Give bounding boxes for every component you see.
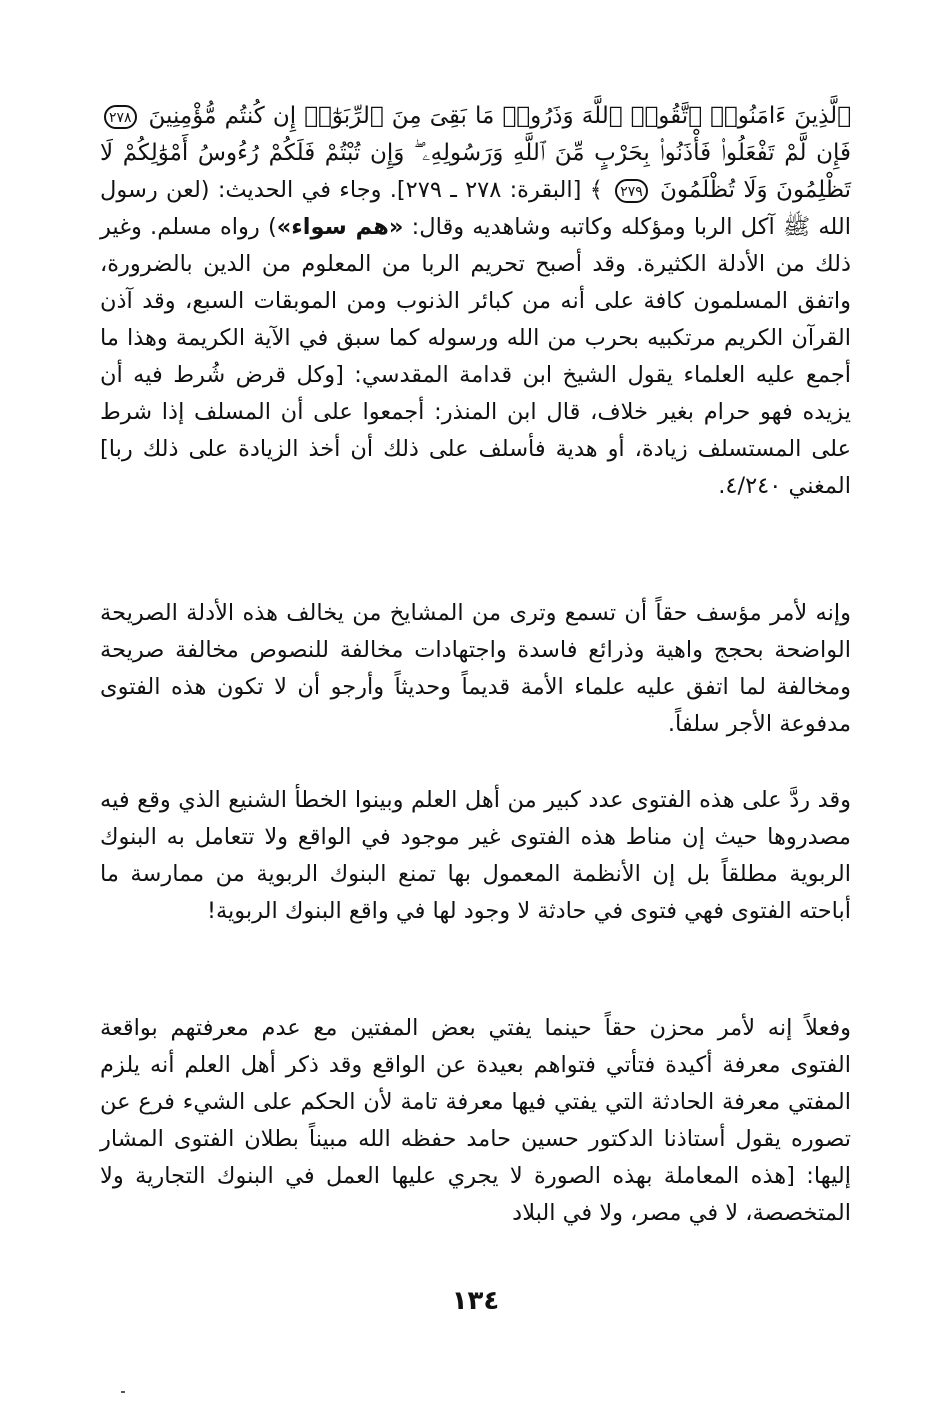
paragraph-rebuttal: وقد ردَّ على هذه الفتوى عدد كبير من أهل العلم وبينوا الخطأ الشنيع الذي وقع فيه مصدروها حيث إن مناط هذه الفتوى غير موجود في الواقع ولا تتعامل به البنوك الربوية مطلقاً بل إن الأنظمة المعمول بها تمنع البنوك الربوية من ممارسة ما أباحته الفتوى فهي فتوى في حادثة لا وجود لها في واقع البنوك الربوية! xyxy=(100,787,851,924)
hadith-quote: «هم سواء» xyxy=(276,214,404,240)
ayah-number-278: ٢٧٨ xyxy=(104,105,137,129)
quran-verse-278: ٱلَّذِينَ ءَامَنُوا۟ ٱتَّقُوا۟ ٱللَّهَ وَذَرُوا۟ مَا بَقِىَ مِنَ ٱلرِّبَوٰٓا۟ إِن كُنتُم مُّؤْمِنِينَ xyxy=(148,103,851,129)
paragraph-regret: وإنه لأمر مؤسف حقاً أن تسمع وترى من المشايخ من يخالف هذه الأدلة الصريحة الواضحة بحجج واهية وذرائع فاسدة واجتهادات مخالفة للنصوص مخالفة صريحة ومخالفة لما اتفق عليه علماء الأمة قديماً وحديثاً وأرجو أن لا تكون هذه الفتوى مدفوعة الأجر سلفاً. xyxy=(100,600,851,737)
quran-closing-bracket: ﴾ xyxy=(589,177,603,203)
ayah-number-279: ٢٧٩ xyxy=(615,179,648,203)
scan-speck xyxy=(121,1391,125,1393)
scholarly-consensus-text: ) رواه مسلم. وغير ذلك من الأدلة الكثيرة. وقد أصبح تحريم الربا من المعلوم من الدين بالضرورة، واتفق المسلمون كافة على أنه من كبائر الذنوب ومن الموبقات السبع، وقد آذن القرآن الكريم مرتكبيه بحرب من الله ورسوله كما سبق في الآية الكريمة وهذا ما أجمع عليه العلماء يقول الشيخ ابن قدامة المقدسي: [وكل قرض شُرط فيه أن يزيده فهو حرام بغير خلاف، قال ابن المنذر: أجمعوا على أن المسلف إذا شرط على المستسلف زيادة، أو هدية فأسلف على ذلك أن أخذ الزيادة على ذلك ربا] المغني ٤/٢٤٠. xyxy=(100,214,851,499)
paragraph-mufti-knowledge: وفعلاً إنه لأمر محزن حقاً حينما يفتي بعض المفتين مع عدم معرفتهم بواقعة الفتوى معرفة أكيدة فتأتي فتواهم بعيدة عن الواقع وقد ذكر أهل العلم أنه يلزم المفتي معرفة الحادثة التي يفتي فيها معرفة تامة لأن الحكم على الشيء فرع عن تصوره يقول أستاذنا الدكتور حسين حامد حفظه الله مبيناً بطلان الفتوى المشار إليها: [هذه المعاملة بهذه الصورة لا يجري عليها العمل في البنوك التجارية ولا المتخصصة، لا في مصر، ولا في البلاد xyxy=(100,1015,851,1226)
page-number: ١٣٤ xyxy=(451,1286,500,1316)
quran-verse-279: فَإِن لَّمْ تَفْعَلُوا۟ فَأْذَنُوا۟ بِحَرْبٍ مِّنَ ٱللَّهِ وَرَسُولِهِۦ ۖ وَإِن تُبْتُمْ فَلَكُمْ رُءُوسُ أَمْوَٰلِكُمْ لَا تَظْلِمُونَ وَلَا تُظْلَمُونَ xyxy=(100,140,852,203)
paragraph-quran-citation xyxy=(100,98,851,505)
hadith-text: [البقرة: ٢٧٨ ـ ٢٧٩]. وجاء في الحديث: (لعن رسول الله ﷺ آكل الربا ومؤكله وكاتبه وشاهديه وقال: xyxy=(100,177,851,240)
